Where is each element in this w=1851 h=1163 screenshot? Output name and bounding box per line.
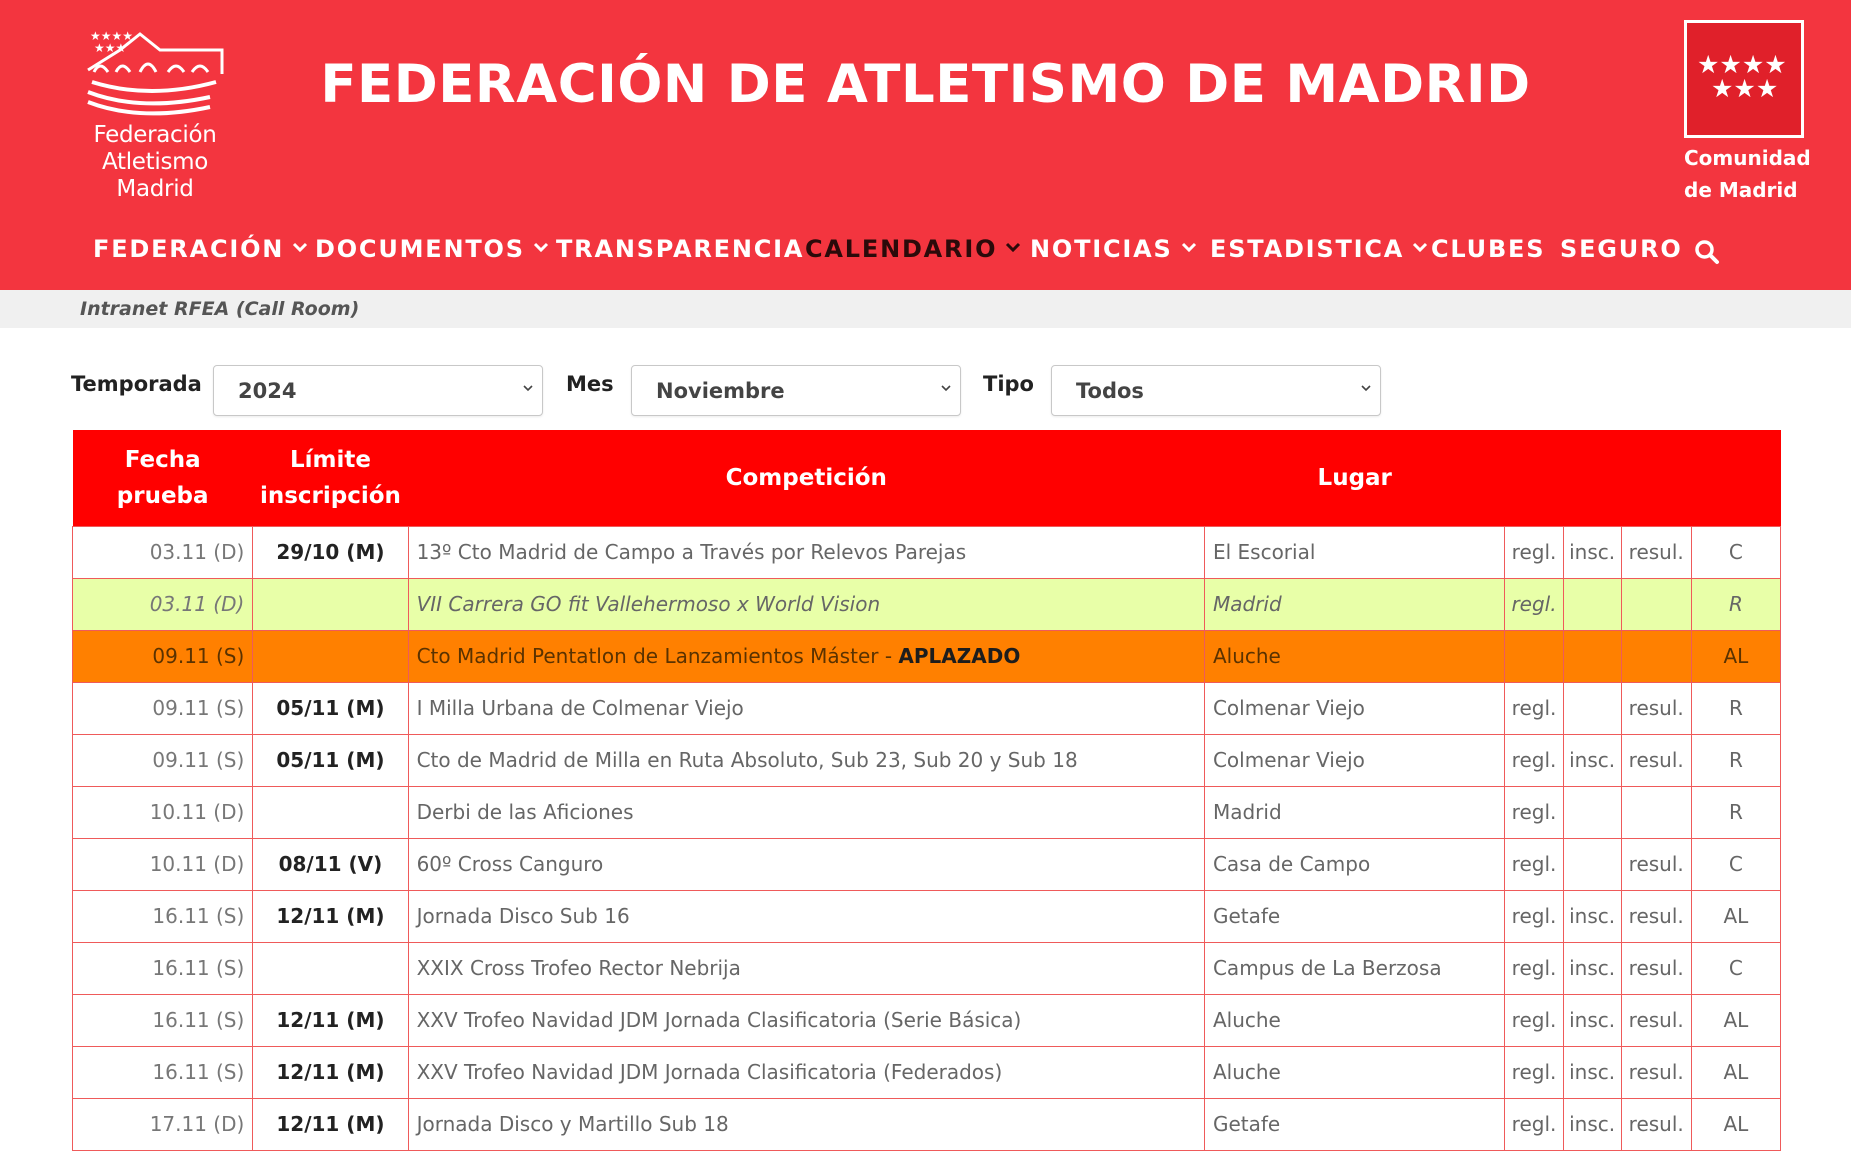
nav-documentos-label: DOCUMENTOS: [315, 235, 525, 263]
col-limite-line2: inscripción: [259, 482, 401, 509]
insc-link[interactable]: insc.: [1563, 890, 1621, 942]
cell-lugar: Campus de La Berzosa: [1204, 942, 1505, 994]
resul-link[interactable]: resul.: [1621, 1098, 1691, 1150]
nav-estadistica[interactable]: [1210, 235, 1428, 263]
table-row: [73, 994, 1781, 1046]
cell-lugar: El Escorial: [1204, 526, 1505, 578]
cell-competicion[interactable]: [408, 786, 1204, 838]
search-icon: [1694, 239, 1720, 265]
chevron-down-icon: [1360, 384, 1372, 392]
resul-link[interactable]: resul.: [1621, 734, 1691, 786]
regl-link[interactable]: regl.: [1505, 1046, 1563, 1098]
cell-lugar: Getafe: [1204, 890, 1505, 942]
nav-calendario-label: CALENDARIO: [805, 235, 998, 263]
table-row: [73, 890, 1781, 942]
nav-transparencia-label: TRANSPARENCIA: [556, 235, 805, 263]
resul-link: [1621, 630, 1691, 682]
regl-link[interactable]: regl.: [1505, 734, 1563, 786]
resul-link[interactable]: resul.: [1621, 942, 1691, 994]
cell-limite: 05/11 (M): [253, 682, 408, 734]
tipo-label: Tipo: [983, 372, 1034, 396]
insc-link: [1563, 578, 1621, 630]
resul-link[interactable]: resul.: [1621, 838, 1691, 890]
cell-fecha: 16.11 (S): [73, 1046, 253, 1098]
regl-link[interactable]: regl.: [1505, 890, 1563, 942]
nav-federacion-label: FEDERACIÓN: [93, 235, 285, 263]
nav-transparencia[interactable]: [556, 235, 804, 263]
nav-calendario[interactable]: [805, 235, 1021, 263]
nav-clubes-label: CLUBES: [1431, 235, 1546, 263]
cell-limite: 12/11 (M): [253, 1046, 408, 1098]
chevron-down-icon: [1005, 242, 1021, 252]
competicion-link[interactable]: XXV Trofeo Navidad JDM Jornada Clasificatoria (Federados): [416, 1060, 1003, 1084]
regl-link: [1505, 630, 1563, 682]
svg-text:★★★★: ★★★★: [1697, 50, 1787, 79]
logo-text-line1: Federación Atletismo: [93, 122, 217, 175]
cell-limite: 12/11 (M): [253, 1098, 408, 1150]
chevron-down-icon: [940, 384, 952, 392]
cell-competicion[interactable]: [408, 734, 1204, 786]
col-lugar-header: Lugar: [1204, 430, 1505, 526]
resul-link[interactable]: resul.: [1621, 890, 1691, 942]
cell-limite: [253, 942, 408, 994]
cell-lugar: Aluche: [1204, 994, 1505, 1046]
table-row: [73, 682, 1781, 734]
site-title: FEDERACIÓN DE ATLETISMO DE MADRID: [320, 54, 1531, 115]
resul-link[interactable]: resul.: [1621, 526, 1691, 578]
tipo-select[interactable]: [1051, 365, 1381, 416]
cell-competicion[interactable]: [408, 1046, 1204, 1098]
chevron-down-icon: [1412, 242, 1428, 252]
competicion-link[interactable]: Jornada Disco y Martillo Sub 18: [416, 1112, 729, 1136]
cell-fecha: 10.11 (D): [73, 786, 253, 838]
cell-tipo: C: [1691, 526, 1780, 578]
search-button[interactable]: [1694, 239, 1720, 271]
comunidad-madrid-logo[interactable]: [1684, 20, 1811, 202]
cell-limite: 05/11 (M): [253, 734, 408, 786]
col-regl-header: [1505, 430, 1563, 526]
cell-fecha: 09.11 (S): [73, 734, 253, 786]
mes-value: Noviembre: [656, 379, 785, 403]
cell-tipo: AL: [1691, 630, 1780, 682]
nav-estadistica-label: ESTADISTICA: [1210, 235, 1405, 263]
mes-select[interactable]: [631, 365, 961, 416]
nav-documentos[interactable]: [315, 235, 549, 263]
cell-limite: [253, 630, 408, 682]
resul-link[interactable]: resul.: [1621, 682, 1691, 734]
resul-link: [1621, 786, 1691, 838]
cell-lugar: Aluche: [1204, 630, 1505, 682]
main-nav: [0, 235, 1851, 275]
table-row: [73, 838, 1781, 890]
insc-link: [1563, 682, 1621, 734]
regl-link[interactable]: regl.: [1505, 578, 1563, 630]
cell-competicion[interactable]: [408, 578, 1204, 630]
insc-link[interactable]: insc.: [1563, 942, 1621, 994]
table-row: [73, 1098, 1781, 1150]
cell-competicion[interactable]: [408, 994, 1204, 1046]
nav-noticias-label: NOTICIAS: [1030, 235, 1173, 263]
cell-limite: [253, 578, 408, 630]
nav-federacion[interactable]: [93, 235, 308, 263]
cell-tipo: AL: [1691, 1098, 1780, 1150]
competicion-link[interactable]: Cto de Madrid de Milla en Ruta Absoluto, Sub 23, Sub 20 y Sub 18: [416, 748, 1078, 772]
cell-lugar: Madrid: [1204, 786, 1505, 838]
cell-limite: 29/10 (M): [253, 526, 408, 578]
temporada-label: Temporada: [71, 372, 202, 396]
nav-seguro-label: SEGURO: [1560, 235, 1683, 263]
breadcrumb-link[interactable]: Intranet RFEA (Call Room): [80, 298, 360, 320]
cell-fecha: 16.11 (S): [73, 994, 253, 1046]
col-resul-header: [1621, 430, 1691, 526]
cell-limite: 08/11 (V): [253, 838, 408, 890]
insc-link: [1563, 786, 1621, 838]
regl-link[interactable]: regl.: [1505, 942, 1563, 994]
status-badge: APLAZADO: [898, 644, 1021, 668]
cell-tipo: R: [1691, 786, 1780, 838]
chevron-down-icon: [533, 242, 549, 252]
col-tipo-header: [1691, 430, 1780, 526]
insc-link: [1563, 630, 1621, 682]
cell-lugar: Colmenar Viejo: [1204, 682, 1505, 734]
cell-lugar: Madrid: [1204, 578, 1505, 630]
cell-tipo: R: [1691, 578, 1780, 630]
regl-link[interactable]: regl.: [1505, 838, 1563, 890]
calendar-table: [72, 430, 1781, 1151]
table-row: [73, 1046, 1781, 1098]
nav-seguro[interactable]: [1560, 235, 1683, 263]
competicion-link[interactable]: I Milla Urbana de Colmenar Viejo: [416, 696, 744, 720]
cell-limite: [253, 786, 408, 838]
cell-limite: 12/11 (M): [253, 994, 408, 1046]
nav-noticias[interactable]: [1030, 235, 1197, 263]
regl-link[interactable]: regl.: [1505, 1098, 1563, 1150]
cell-lugar: Aluche: [1204, 1046, 1505, 1098]
insc-link[interactable]: insc.: [1563, 1098, 1621, 1150]
cell-fecha: 09.11 (S): [73, 682, 253, 734]
cell-competicion[interactable]: [408, 1098, 1204, 1150]
insc-link[interactable]: insc.: [1563, 994, 1621, 1046]
cell-tipo: R: [1691, 734, 1780, 786]
cell-limite: 12/11 (M): [253, 890, 408, 942]
svg-text:★★★★: ★★★★: [90, 29, 134, 43]
cell-fecha: 09.11 (S): [73, 630, 253, 682]
competicion-link[interactable]: 13º Cto Madrid de Campo a Través por Relevos Parejas: [416, 540, 967, 564]
competicion-link[interactable]: 60º Cross Canguro: [416, 852, 604, 876]
cell-tipo: C: [1691, 838, 1780, 890]
regl-link[interactable]: regl.: [1505, 786, 1563, 838]
competicion-link[interactable]: XXIX Cross Trofeo Rector Nebrija: [416, 956, 741, 980]
regl-link[interactable]: regl.: [1505, 682, 1563, 734]
temporada-value: 2024: [238, 379, 297, 403]
cell-tipo: C: [1691, 942, 1780, 994]
cell-competicion[interactable]: [408, 942, 1204, 994]
logo-text-line2: Madrid: [116, 176, 194, 202]
cell-fecha: 16.11 (S): [73, 942, 253, 994]
chevron-down-icon: [1181, 242, 1197, 252]
table-body: [73, 526, 1781, 1150]
cell-competicion[interactable]: [408, 890, 1204, 942]
region-logo-line1: Comunidad: [1684, 146, 1811, 170]
chevron-down-icon: [292, 242, 308, 252]
regl-link[interactable]: regl.: [1505, 526, 1563, 578]
insc-link[interactable]: insc.: [1563, 734, 1621, 786]
insc-link[interactable]: insc.: [1563, 526, 1621, 578]
competicion-link[interactable]: Jornada Disco Sub 16: [416, 904, 630, 928]
cell-lugar: Getafe: [1204, 1098, 1505, 1150]
tipo-value: Todos: [1076, 379, 1144, 403]
svg-text:★★★: ★★★: [1711, 74, 1779, 103]
col-fecha-line1: Fecha: [124, 446, 201, 473]
region-logo-line2: de Madrid: [1684, 178, 1798, 202]
resul-link[interactable]: resul.: [1621, 1046, 1691, 1098]
cell-fecha: 03.11 (D): [73, 526, 253, 578]
cell-tipo: AL: [1691, 994, 1780, 1046]
col-limite-header: [253, 430, 408, 526]
competicion-link[interactable]: VII Carrera GO fit Vallehermoso x World Vision: [416, 592, 881, 616]
table-row: [73, 942, 1781, 994]
site-header: [0, 0, 1851, 290]
cell-lugar: Colmenar Viejo: [1204, 734, 1505, 786]
cell-fecha: 16.11 (S): [73, 890, 253, 942]
competicion-link[interactable]: Cto Madrid Pentatlon de Lanzamientos Máster -: [416, 644, 899, 668]
cell-lugar: Casa de Campo: [1204, 838, 1505, 890]
flag-stars-icon: [1684, 20, 1804, 138]
cell-tipo: AL: [1691, 890, 1780, 942]
competicion-link[interactable]: XXV Trofeo Navidad JDM Jornada Clasificatoria (Serie Básica): [416, 1008, 1022, 1032]
table-row: [73, 526, 1781, 578]
col-insc-header: [1563, 430, 1621, 526]
col-fecha-header: [73, 430, 253, 526]
table-row: [73, 630, 1781, 682]
cell-competicion[interactable]: [408, 682, 1204, 734]
temporada-select[interactable]: [213, 365, 543, 416]
cell-competicion[interactable]: [408, 630, 1204, 682]
competicion-link[interactable]: Derbi de las Aficiones: [416, 800, 634, 824]
nav-clubes[interactable]: [1431, 235, 1545, 263]
table-header-row: [73, 430, 1781, 526]
cell-fecha: 03.11 (D): [73, 578, 253, 630]
cell-competicion[interactable]: [408, 526, 1204, 578]
breadcrumb-bar: [0, 290, 1851, 328]
cell-tipo: AL: [1691, 1046, 1780, 1098]
col-competicion-header: Competición: [408, 430, 1204, 526]
col-limite-line1: Límite: [289, 446, 371, 473]
table-row: [73, 578, 1781, 630]
cell-tipo: R: [1691, 682, 1780, 734]
insc-link[interactable]: insc.: [1563, 1046, 1621, 1098]
mes-label: Mes: [566, 372, 614, 396]
table-row: [73, 734, 1781, 786]
cell-fecha: 10.11 (D): [73, 838, 253, 890]
col-fecha-line2: prueba: [116, 482, 209, 509]
svg-text:★★★: ★★★: [94, 41, 127, 55]
table-row: [73, 786, 1781, 838]
cell-competicion[interactable]: [408, 838, 1204, 890]
cell-fecha: 17.11 (D): [73, 1098, 253, 1150]
resul-link: [1621, 578, 1691, 630]
chevron-down-icon: [522, 384, 534, 392]
regl-link[interactable]: regl.: [1505, 994, 1563, 1046]
resul-link[interactable]: resul.: [1621, 994, 1691, 1046]
insc-link: [1563, 838, 1621, 890]
